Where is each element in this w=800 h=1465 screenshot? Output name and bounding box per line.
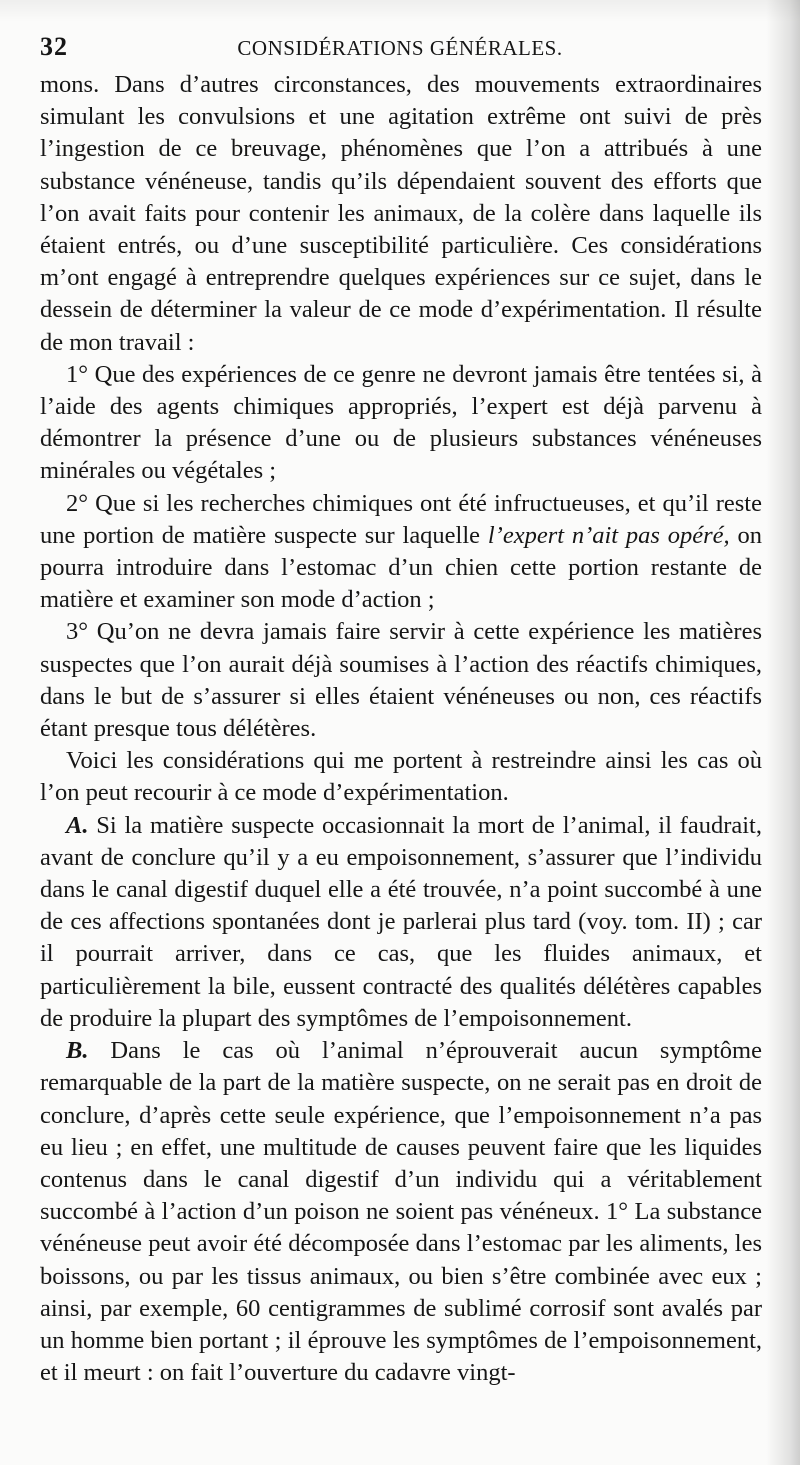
section-a-label: A. xyxy=(66,811,89,839)
show-through-shade xyxy=(0,0,800,22)
running-head: CONSIDÉRATIONS GÉNÉRALES. xyxy=(237,36,563,60)
paragraph-continuation: mons. Dans d’autres circonstances, des mouvements extraordinaires simulant les convulsions et une agitation extrême ont suivi de près l’ingestion de ce breuvage, phénomènes que l’on a attribués à une substance vénéneuse, tandis qu’ils dépendaient souvent des efforts que l’on avait faits pour contenir les animaux, de la colère dans laquelle ils étaient entrés, ou d’une susceptibilité particulière. Ces considérations m’ont engagé à entreprendre quelques expériences sur ce sujet, dans le dessein de déterminer la valeur de ce mode d’expérimentation. Il résulte de mon travail : xyxy=(40,71,762,356)
paragraph-point-2 xyxy=(40,488,762,617)
paragraph-point-2-start: 2° Que si les recherches chimiques ont été infructueuses, et qu’il reste une portion de matière suspecte sur laquelle xyxy=(40,489,762,549)
section-b-label: B. xyxy=(66,1037,89,1065)
paragraph-point-3: 3° Qu’on ne devra jamais faire servir à cette expérience les matières suspectes que l’on aurait déjà soumises à l’action des réactifs chimiques, dans le but de s’assurer si elles étaient vénéneuses ou non, ces réactifs étant presque tous délétères. xyxy=(40,618,762,743)
paragraph-point-2-end: on pourra introduire dans l’estomac d’un chien cette portion restante de matière et examiner son mode d’action ; xyxy=(40,521,762,614)
section-b-text: Dans le cas où l’animal n’éprouverait aucun symptôme remarquable de la part de la matière suspecte, on ne serait pas en droit de conclure, d’après cette seule expérience, que l’empoisonnement n’a pas eu lieu ; en effet, une multitude de causes peuvent faire que les liquides contenus dans le canal digestif d’un individu qui a véritablement succombé à l’action d’un poison ne soient pas vénéneux. 1° La substance vénéneuse peut avoir été décomposée dans l’estomac par les aliments, les boissons, ou par les tissus animaux, ou bien s’être combinée avec eux ; ainsi, par exemple, 60 centigrammes de sublimé corrosif sont avalés par un homme bien portant ; il éprouve les symptômes de l’empoisonnement, et il meurt : on fait l’ouverture du cadavre vingt- xyxy=(40,1037,762,1387)
paragraph-point-1: 1° Que des expériences de ce genre ne devront jamais être tentées si, à l’aide des agents chimiques appropriés, l’expert est déjà parvenu à démontrer la présence d’une ou de plusieurs substances vénéneuses minérales ou végétales ; xyxy=(40,360,762,485)
body-text xyxy=(40,69,762,1389)
paragraph-considerations: Voici les considérations qui me portent à restreindre ainsi les cas où l’on peut recourir à ce mode d’expérimentation. xyxy=(40,747,762,807)
section-a-text: Si la matière suspecte occasionnait la mort de l’animal, il faudrait, avant de conclure qu’il y a eu empoisonnement, s’assurer que l’individu dans le canal digestif duquel elle a été trouvée, n’a point succombé à une de ces affections spontanées dont je parlerai plus tard (voy. tom. II) ; car il pourrait arriver, dans ce cas, que les fluides animaux, et particulièrement la bile, eussent contracté des qualités délétères capables de produire la plupart des symptômes de l’empoisonnement. xyxy=(40,811,762,1032)
paragraph-section-b xyxy=(40,1035,762,1389)
page-number: 32 xyxy=(40,32,68,61)
paragraph-point-2-italic: l’expert n’ait pas opéré, xyxy=(487,521,730,549)
page-header xyxy=(40,32,760,66)
paragraph-section-a xyxy=(40,810,762,1035)
page-gutter-shade xyxy=(766,0,800,1465)
